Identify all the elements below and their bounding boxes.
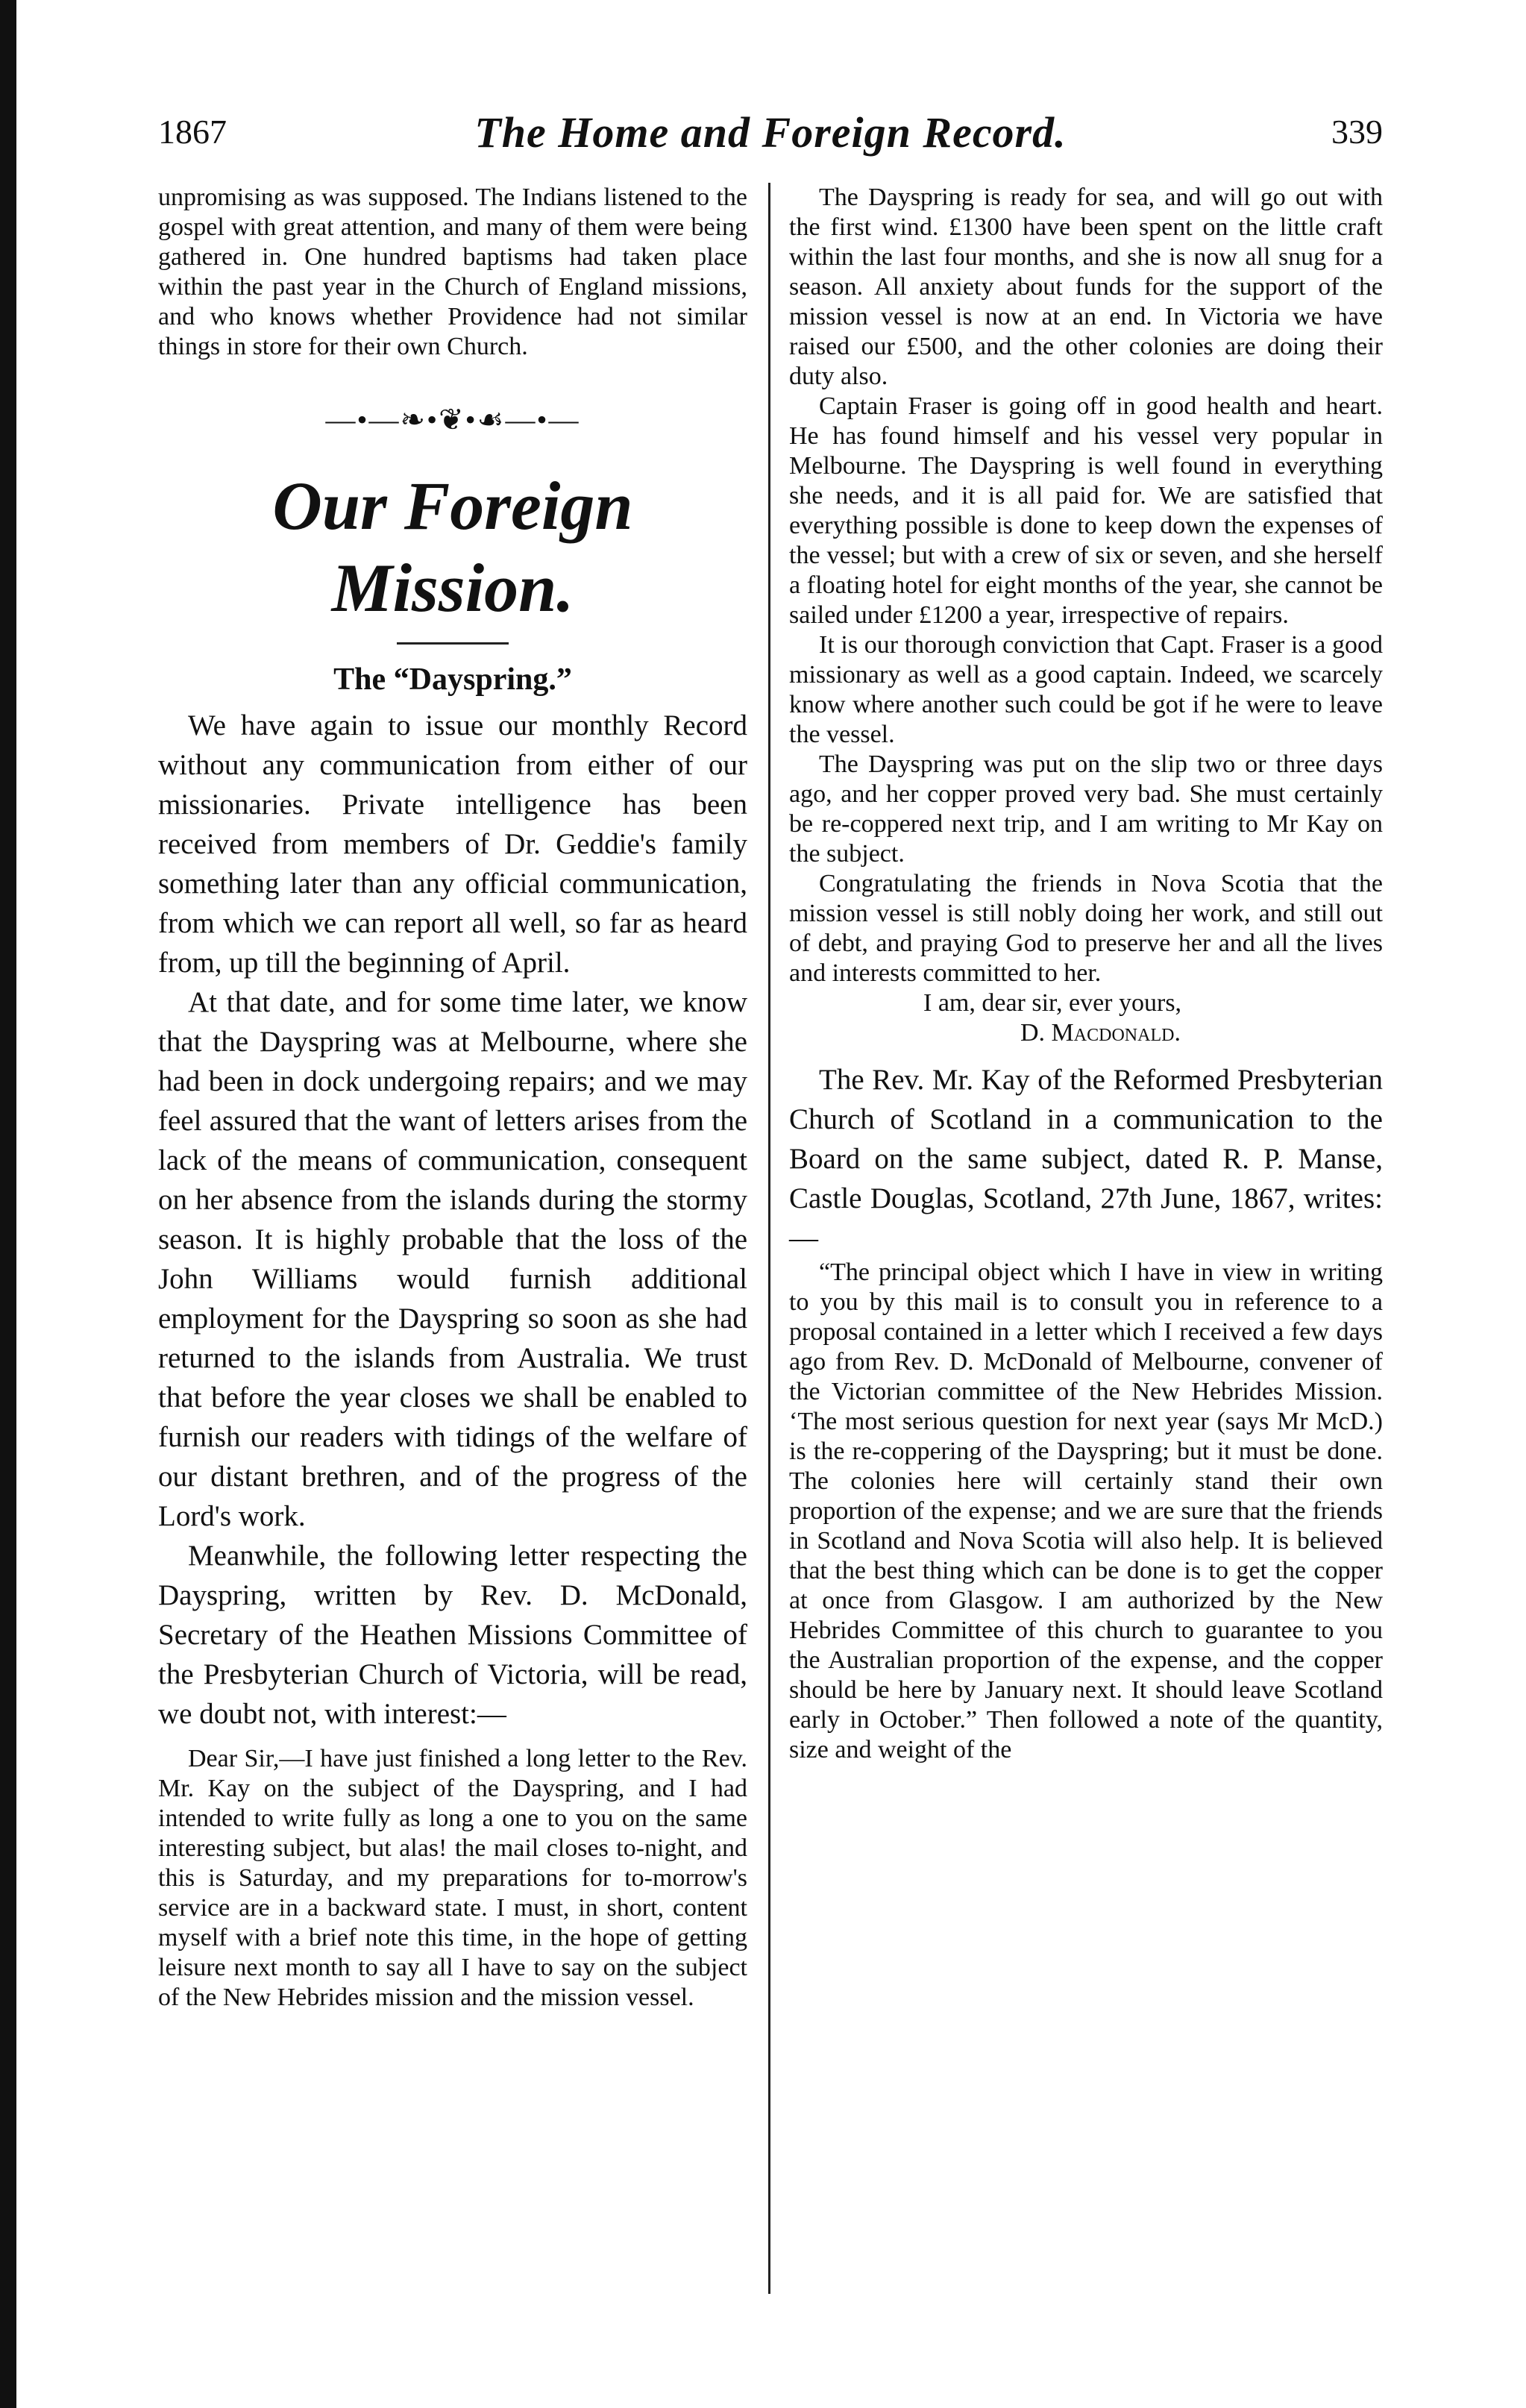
letter-paragraph-1: The Dayspring is ready for sea, and will go out with the first wind. £1300 have been spent on the little craft within the last four months, and she is now all snug for a season. All anxiety about funds for the support of the mission vessel is now at an end. In Victoria we have raised our £500, and the other colonies are doing their duty also. xyxy=(789,184,1383,390)
left-column xyxy=(158,183,747,2013)
paragraph-1: We have again to issue our monthly Record without any communication from either of our missionaries. Private intelligence has been received from members of Dr. Geddie's family something later than any official communication, from which we can report all well, so far as heard from, up till the beginning of April. xyxy=(158,709,747,979)
paragraph-2: At that date, and for some time later, we know that the Dayspring was at Melbourne, where she had been in dock undergoing repairs; and we may feel assured that the want of letters arises from the lack of the means of communication, consequent on her absence from the islands during the stormy season. It is highly probable that the loss of the John Williams would furnish additional employment for the Dayspring so soon as she had returned to the islands from Australia. We trust that before the year closes we shall be enabled to furnish our readers with tidings of the welfare of our distant brethren, and of the progress of the Lord's work. xyxy=(158,986,747,1532)
ornamental-rule: —•—❧•❦•☙—•— xyxy=(325,403,580,436)
column-divider xyxy=(768,183,770,2294)
letter-closing: I am, dear sir, ever yours, xyxy=(923,989,1182,1017)
header-title: The Home and Foreign Record. xyxy=(474,108,1067,157)
letter-opening: Dear Sir,—I have just finished a long letter to the Rev. Mr. Kay on the subject of the Dayspring, and I had intended to write fully as long a one to you on the same interesting subject, but alas! the mail closes to-night, and this is Saturday, and my preparations for to-morrow's service are in a backward state. I must, in short, content myself with a brief note this time, in the hope of getting leisure next month to say all I have to say on the subject of the New Hebrides mission and the mission vessel. xyxy=(158,1745,747,2011)
letter-paragraph-5: Congratulating the friends in Nova Scotia that the mission vessel is still nobly doing her work, and still out of debt, and praying God to preserve her and all the lives and interests committed to her. xyxy=(789,870,1383,987)
kay-intro-paragraph: The Rev. Mr. Kay of the Reformed Presbyterian Church of Scotland in a communication to the Board on the same subject, dated R. P. Manse, Castle Douglas, Scotland, 27th June, 1867, writes:— xyxy=(789,1064,1383,1254)
kay-quote-paragraph: “The principal object which I have in view in writing to you by this mail is to consult you in reference to a proposal contained in a letter which I received a few days ago from Rev. D. McDonald of Melbourne, convener of the Victorian committee of the New Hebrides Mission. ‘The most serious question for next year (says Mr McD.) is the re-coppering of the Dayspring; but it must be done. The colonies here will certainly stand their own proportion of the expense; and we are sure that the friends in Scotland and Nova Scotia will also help. It is believed that the best thing which can be done is to get the copper at once from Glasgow. I am authorized by the New Hebrides Committee of this church to guarantee to you the Australian proportion of the expense, and the copper should be here by January next. It should leave Scotland early in October.” Then followed a note of the quantity, size and weight of the xyxy=(789,1258,1383,1763)
section-title: Our Foreign Mission. xyxy=(272,468,633,626)
letter-paragraph-3: It is our thorough conviction that Capt. Fraser is a good missionary as well as a good captain. Indeed, we scarcely know where another such could be got if he were to leave the vessel. xyxy=(789,631,1383,748)
intro-paragraph: unpromising as was supposed. The Indians listened to the gospel with great attention, and many of them were being gathered in. One hundred baptisms had taken place within the past year in the Church of England missions, and who knows whether Providence had not similar things in store for their own Church. xyxy=(158,184,747,360)
letter-paragraph-2: Captain Fraser is going off in good health and heart. He has found himself and his vessel very popular in Melbourne. The Dayspring is well found in everything she needs, and it is all paid for. We are satisfied that everything possible is done to keep down the expenses of the vessel; but with a crew of six or seven, and she herself a floating hotel for eight months of the year, she cannot be sailed under £1200 a year, irrespective of repairs. xyxy=(789,392,1383,629)
header-year: 1867 xyxy=(158,113,227,151)
paragraph-3: Meanwhile, the following letter respecting the Dayspring, written by Rev. D. McDonald, Secretary of the Heathen Missions Committee of the Presbyterian Church of Victoria, will be read, we doubt not, with interest:— xyxy=(158,1540,747,1730)
letter-signature: D. Macdonald. xyxy=(1020,1019,1181,1047)
page-number: 339 xyxy=(1331,113,1383,151)
article-subtitle: The “Dayspring.” xyxy=(333,662,572,697)
running-header xyxy=(158,108,1383,157)
letter-paragraph-4: The Dayspring was put on the slip two or three days ago, and her copper proved very bad. She must certainly be re-coppered next trip, and I am writing to Mr Kay on the subject. xyxy=(789,750,1383,868)
title-rule xyxy=(397,642,509,645)
page-edge-shadow xyxy=(0,0,16,2408)
right-column xyxy=(789,183,1383,1765)
